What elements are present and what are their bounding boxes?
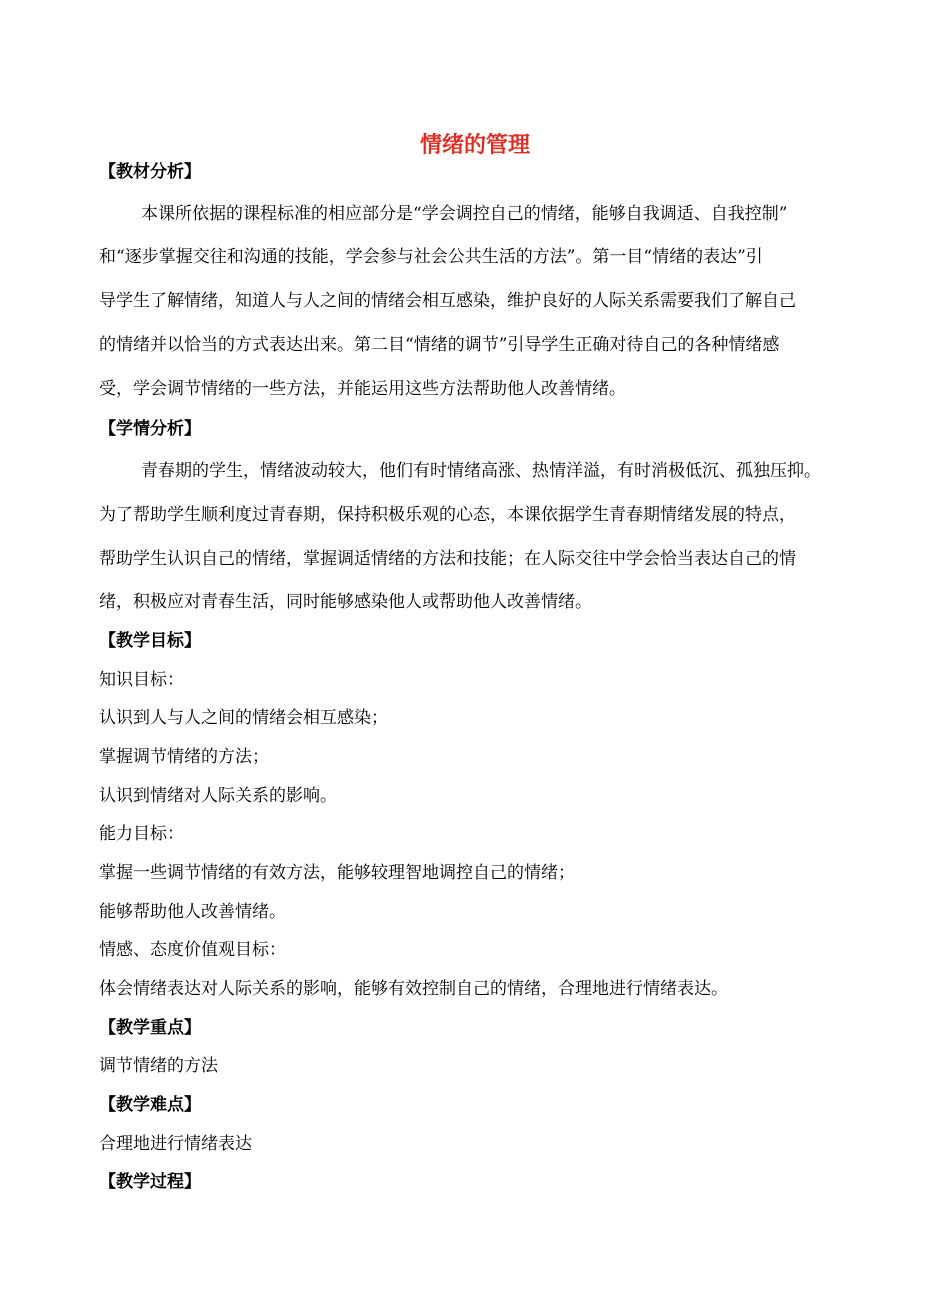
heading-student-analysis: 【学情分析】 (99, 419, 201, 439)
paragraph-line: 和“逐步掌握交往和沟通的技能，学会参与社会公共生活的方法”。第一目“情绪的表达”引 (99, 247, 763, 267)
goal-item: 认识到情绪对人际关系的影响。 (99, 786, 337, 806)
heading-teaching-process: 【教学过程】 (99, 1172, 201, 1192)
goal-item: 掌握调节情绪的方法； (99, 747, 269, 767)
page-title: 情绪的管理 (419, 133, 530, 158)
heading-textbook-analysis: 【教材分析】 (99, 162, 201, 182)
goal-item: 体会情绪表达对人际关系的影响，能够有效控制自己的情绪，合理地进行情绪表达。 (99, 979, 728, 999)
heading-key-point: 【教学重点】 (99, 1018, 201, 1038)
paragraph-line: 的情绪并以恰当的方式表达出来。第二目“情绪的调节”引导学生正确对待自己的各种情绪感 (99, 335, 780, 355)
goal-item: 认识到人与人之间的情绪会相互感染； (99, 708, 388, 728)
paragraph-line: 帮助学生认识自己的情绪，掌握调适情绪的方法和技能；在人际交往中学会恰当表达自己的情 (99, 549, 796, 569)
paragraph-line: 受，学会调节情绪的一些方法，并能运用这些方法帮助他人改善情绪。 (99, 379, 626, 399)
goal-item: 掌握一些调节情绪的有效方法，能够较理智地调控自己的情绪； (99, 863, 575, 883)
goal-label-knowledge: 知识目标： (99, 670, 184, 690)
paragraph-line: 青春期的学生，情绪波动较大，他们有时情绪高涨、热情洋溢，有时消极低沉、孤独压抑。 (141, 461, 821, 481)
heading-teaching-goals: 【教学目标】 (99, 631, 201, 651)
paragraph-line: 为了帮助学生顺利度过青春期，保持积极乐观的心态，本课依据学生青春期情绪发展的特点， (99, 505, 796, 525)
goal-label-ability: 能力目标： (99, 824, 184, 844)
paragraph-line: 绪，积极应对青春生活，同时能够感染他人或帮助他人改善情绪。 (99, 592, 592, 612)
key-point-text: 调节情绪的方法 (99, 1056, 218, 1076)
paragraph-line: 导学生了解情绪，知道人与人之间的情绪会相互感染，维护良好的人际关系需要我们了解自己 (99, 291, 796, 311)
paragraph-line: 本课所依据的课程标准的相应部分是“学会调控自己的情绪，能够自我调适、自我控制” (141, 204, 788, 224)
difficulty-text: 合理地进行情绪表达 (99, 1134, 252, 1154)
goal-label-emotion: 情感、态度价值观目标： (99, 940, 286, 960)
heading-difficulty: 【教学难点】 (99, 1095, 201, 1115)
goal-item: 能够帮助他人改善情绪。 (99, 902, 286, 922)
